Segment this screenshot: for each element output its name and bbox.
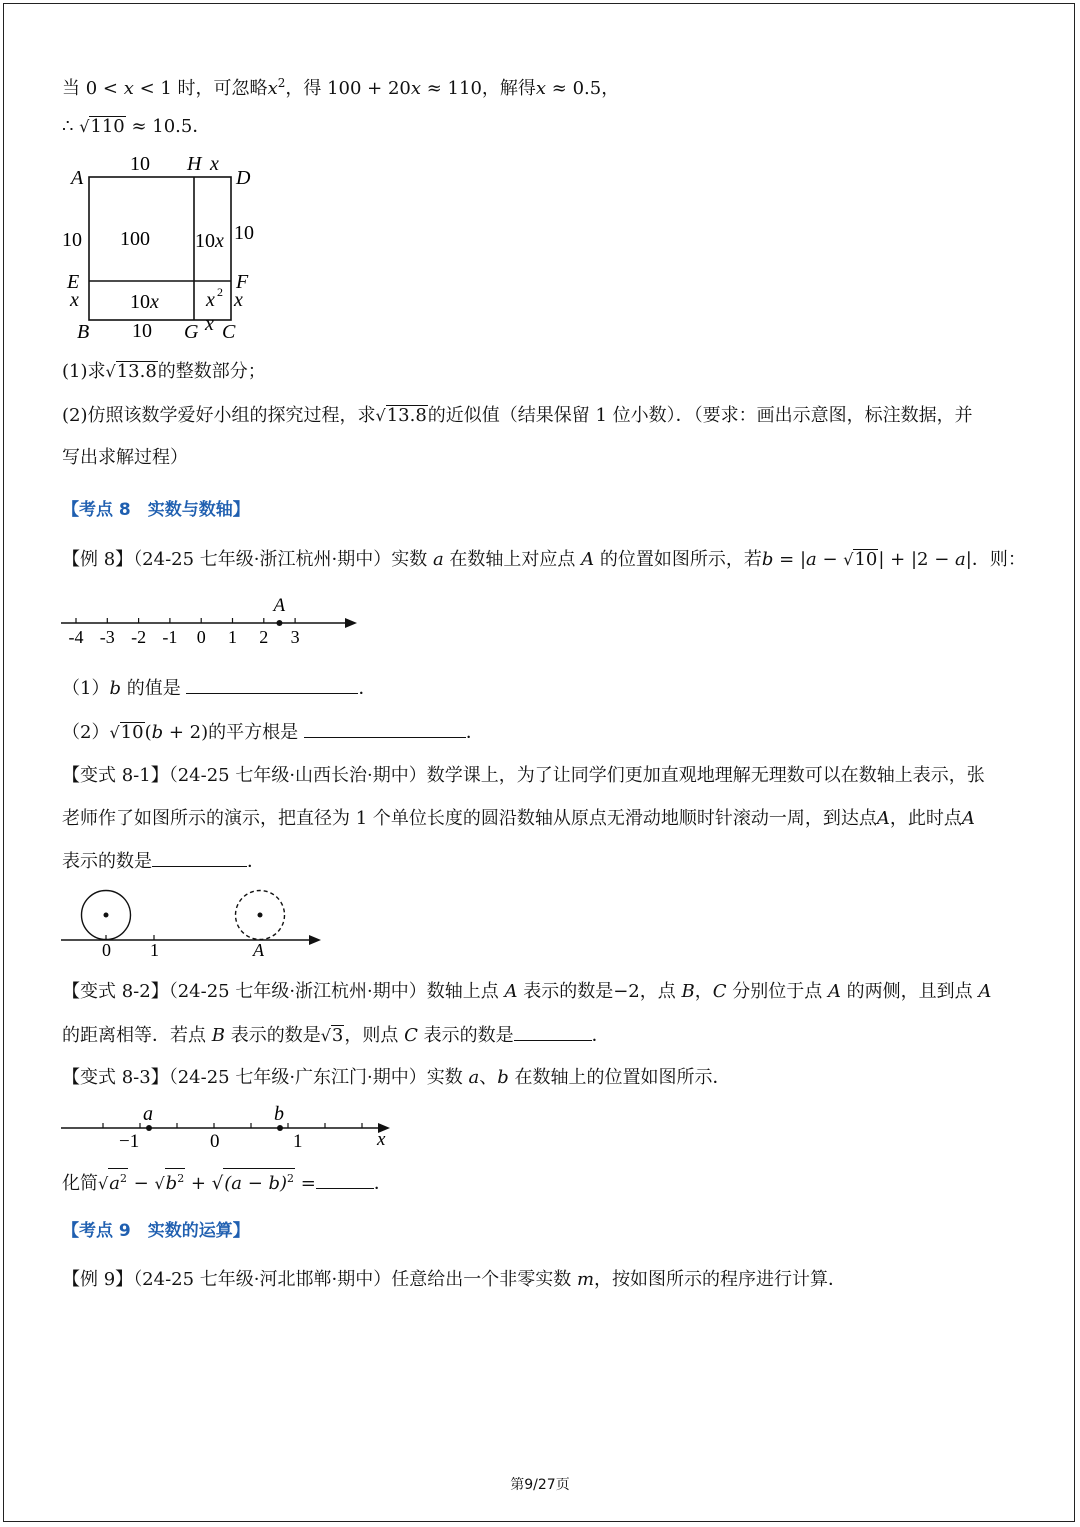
section-8-title: 【考点 8 实数与数轴】: [62, 500, 250, 520]
fig-1: 1: [293, 1131, 303, 1152]
example-8-number-line: [55, 592, 365, 652]
axis-tick-label: -4: [68, 627, 84, 647]
point-b-dot: [277, 1125, 283, 1131]
label-B: B: [77, 321, 90, 343]
answer-blank-4[interactable]: [514, 1024, 592, 1041]
intro-line-2: ∴ √110 ≈ 10.5．: [62, 116, 211, 137]
question-1: (1)求√13.8的整数部分；: [62, 361, 266, 382]
axis-tick-label: 2: [259, 627, 269, 647]
area-10x-bottom-var: x: [150, 291, 159, 313]
question-2-line-2: 写出求解过程）: [62, 447, 188, 468]
fig-a: a: [143, 1103, 153, 1125]
section-9-title: 【考点 9 实数的运算】: [62, 1221, 250, 1241]
rolling-circle-diagram: [55, 885, 330, 960]
example-8-sub-2: （2）√10(b + 2)的平方根是 ．: [62, 722, 484, 743]
variant-8-2-line-1: 【变式 8-2】（24-25 七年级·浙江杭州·期中）数轴上点 A 表示的数是−2，点 B，C 分别位于点 A 的两侧，且到点 A: [62, 981, 992, 1002]
area-100: 100: [120, 228, 150, 250]
area-10x-right-num: 10: [195, 230, 215, 252]
example-8-text: 【例 8】（24-25 七年级·浙江杭州·期中）实数 a 在数轴上对应点 A 的位置如图所示，若b = |a − √10| + |2 − a|．则：: [62, 549, 1026, 570]
fig-label-1: 1: [150, 940, 159, 960]
axis-tick-label: -1: [162, 627, 178, 647]
label-A: A: [71, 167, 84, 189]
label-E: E: [67, 271, 80, 293]
fig-minus-1: −1: [119, 1131, 140, 1152]
fig-label-A: A: [253, 940, 264, 960]
fig-label-0: 0: [102, 940, 111, 960]
label-bottom-x: x: [205, 313, 214, 335]
axis-tick-label: 1: [228, 627, 237, 647]
example-9-text: 【例 9】（24-25 七年级·河北邯郸·期中）任意给出一个非零实数 m，按如图所示的程序进行计算．: [62, 1269, 847, 1290]
label-H: H: [187, 153, 202, 175]
variant-8-1-line-3: 表示的数是 ．: [62, 851, 265, 872]
label-G: G: [184, 321, 199, 343]
label-C: C: [222, 321, 236, 343]
fig-b: b: [274, 1103, 284, 1125]
answer-blank-3[interactable]: [152, 850, 247, 867]
axis-tick-label: 3: [290, 627, 300, 647]
label-right-10: 10: [234, 222, 254, 244]
area-10x-bottom-num: 10: [130, 291, 150, 313]
point-A-dot: [276, 620, 282, 626]
label-left-x: x: [70, 289, 79, 311]
answer-blank-5[interactable]: [316, 1172, 374, 1189]
variant-8-1-line-2: 老师作了如图所示的演示，把直径为 1 个单位长度的圆沿数轴从原点无滑动地顺时针滚动一周，到达点A，此时点A: [62, 808, 975, 829]
intro-line-1: 当 0 < x < 1 时，可忽略$x^2$，得 100 + 20x ≈ 110，解得x ≈ 0.5，: [62, 76, 620, 99]
axis-tick-label: -3: [99, 627, 115, 647]
axis-tick-label: -2: [131, 627, 147, 647]
example-8-sub-1: （1）b 的值是 ．: [62, 678, 377, 699]
label-right-x: x: [234, 289, 243, 311]
label-top-x: x: [210, 153, 219, 175]
square-area-diagram: [60, 150, 270, 345]
axis-tick-label: 0: [196, 627, 206, 647]
label-D: D: [236, 167, 251, 189]
answer-blank-1[interactable]: [186, 677, 358, 694]
area-10x-right-var: x: [215, 230, 224, 252]
fig-x: x: [377, 1129, 386, 1150]
variant-8-1-line-1: 【变式 8-1】（24-25 七年级·山西长治·期中）数学课上，为了让同学们更加直观地理解无理数可以在数轴上表示，张: [62, 765, 985, 786]
label-top-10: 10: [130, 153, 150, 175]
question-2: (2)仿照该数学爱好小组的探究过程，求√13.8的近似值（结果保留 1 位小数）．（要求：画出示意图，标注数据，并: [62, 405, 973, 426]
point-A-label: A: [273, 595, 286, 616]
area-x2-exp: 2: [217, 285, 223, 299]
variant-8-3-line-1: 【变式 8-3】（24-25 七年级·广东江门·期中）实数 a、b 在数轴上的位置如图所示．: [62, 1067, 731, 1088]
variant-8-3-number-line: [55, 1100, 400, 1155]
point-a-dot: [146, 1125, 152, 1131]
label-left-10: 10: [62, 229, 82, 251]
answer-blank-2[interactable]: [304, 721, 466, 738]
page-number: 第9/27页: [510, 1477, 570, 1493]
fig-0: 0: [210, 1131, 220, 1152]
area-x2-var: x: [206, 289, 215, 311]
label-bottom-10: 10: [132, 320, 152, 342]
variant-8-3-simplify: 化简$√a^2 - √b^2 + √(a - b)^2$ = ．: [62, 1168, 392, 1196]
label-F: F: [236, 271, 249, 293]
variant-8-2-line-2: 的距离相等．若点 B 表示的数是√3，则点 C 表示的数是 ．: [62, 1025, 610, 1046]
